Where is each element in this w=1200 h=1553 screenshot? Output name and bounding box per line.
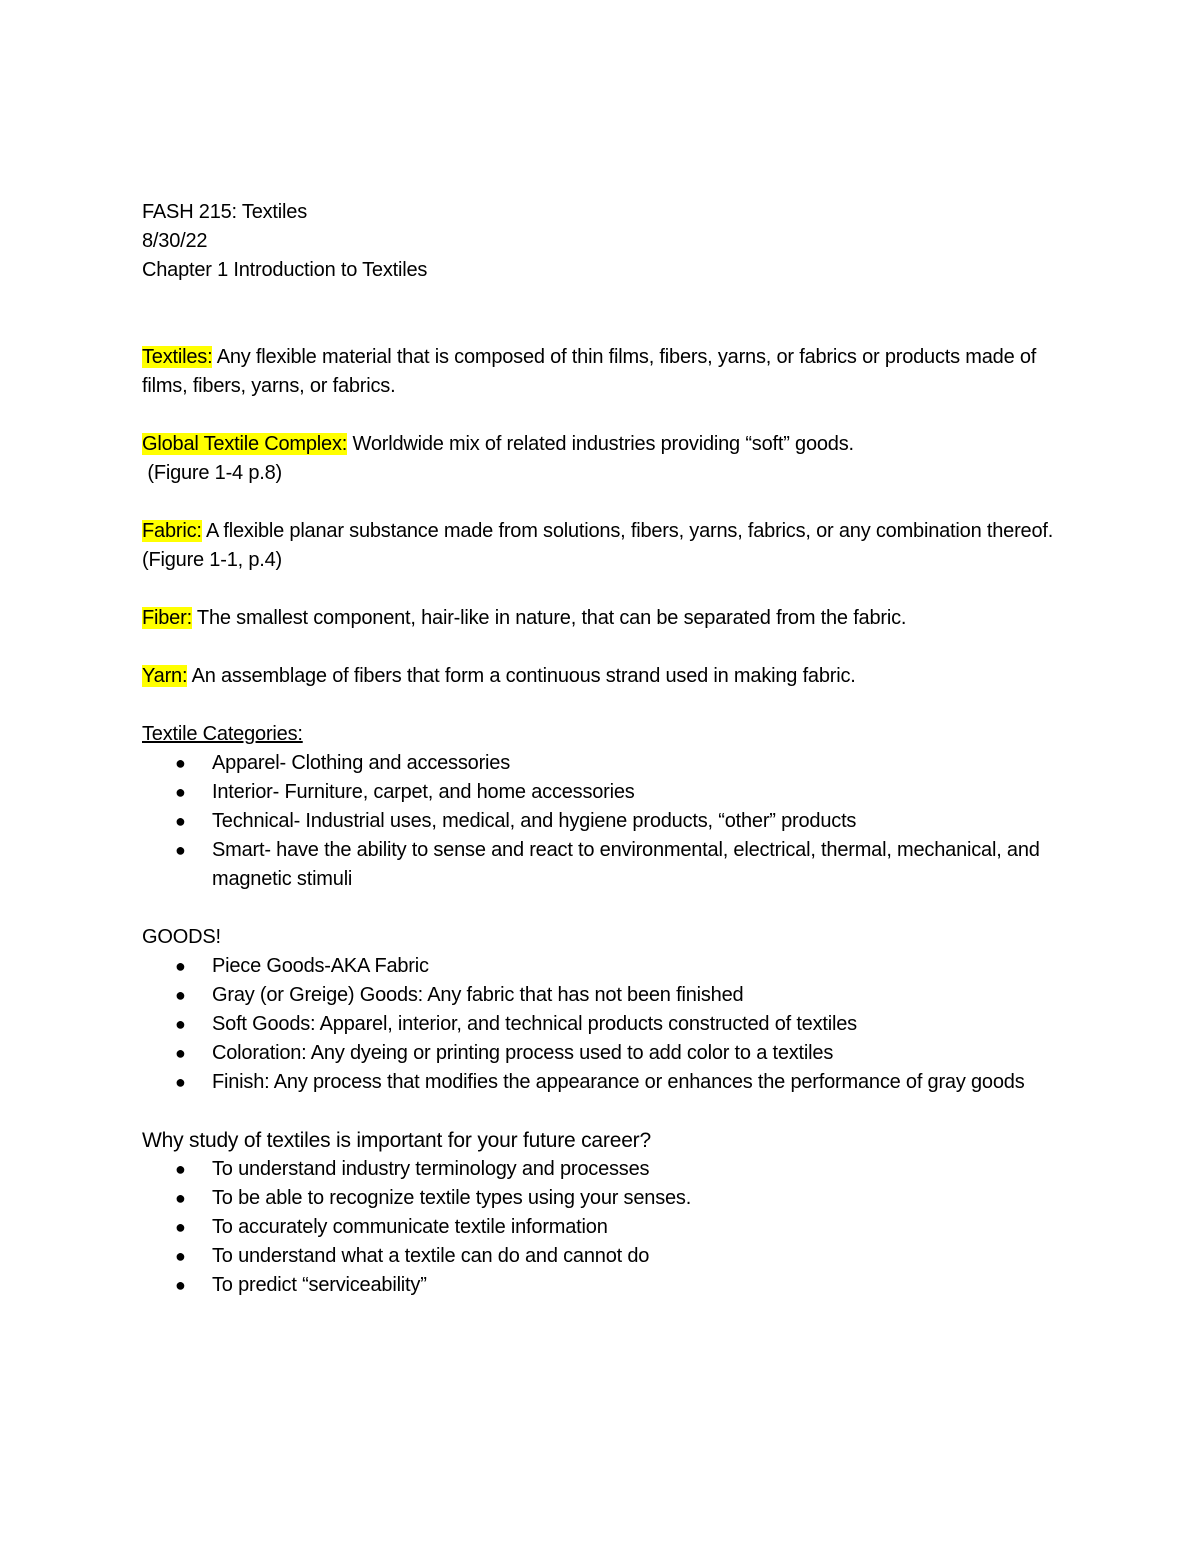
bullet-icon: ● [175,956,186,976]
course-title: FASH 215: Textiles [142,201,308,223]
document-page [142,198,1062,1300]
goods-list [142,952,1062,1097]
list-item: ● Interior- Furniture, carpet, and home accessories [142,778,1062,807]
term-yarn: Yarn: [142,665,188,687]
definition-fabric [142,517,1062,575]
why-study-heading: Why study of textiles is important for your future career? [142,1129,651,1152]
list-item: ● Apparel- Clothing and accessories [142,749,1062,778]
definition-text: An assemblage of fibers that form a continuous strand used in making fabric. [187,665,856,687]
bullet-icon: ● [175,1188,186,1208]
figure-reference: (Figure 1-4 p.8) [142,462,282,484]
list-item: ● To understand industry terminology and processes [142,1155,1062,1184]
why-study-list [142,1155,1062,1300]
list-item: ● Technical- Industrial uses, medical, and hygiene products, “other” products [142,807,1062,836]
bullet-icon: ● [175,1275,186,1295]
bullet-icon: ● [175,1217,186,1237]
bullet-icon: ● [175,811,186,831]
bullet-icon: ● [175,840,186,860]
definition-text: Any flexible material that is composed of thin films, fibers, yarns, or fabrics or products made of films, fibers, yarns, or fabrics. [142,346,1037,397]
goods-heading: GOODS! [142,926,221,948]
bullet-icon: ● [175,1043,186,1063]
list-item: ● To accurately communicate textile information [142,1213,1062,1242]
bullet-icon: ● [175,985,186,1005]
term-global-textile-complex: Global Textile Complex: [142,433,348,455]
definition-text: A flexible planar substance made from solutions, fibers, yarns, fabrics, or any combination thereof. (Figure 1-1, p.4) [142,520,1054,571]
list-item: ● Gray (or Greige) Goods: Any fabric that has not been finished [142,981,1062,1010]
list-item: ● Coloration: Any dyeing or printing process used to add color to a textiles [142,1039,1062,1068]
list-item: ● Smart- have the ability to sense and react to environmental, electrical, thermal, mechanical, and magnetic stimuli [142,836,1062,894]
bullet-icon: ● [175,1246,186,1266]
bullet-icon: ● [175,1159,186,1179]
bullet-icon: ● [175,1072,186,1092]
textile-categories-heading: Textile Categories: [142,723,303,745]
definition-text: Worldwide mix of related industries providing “soft” goods. [347,433,854,455]
textile-categories-list [142,749,1062,894]
term-textiles: Textiles: [142,346,213,368]
definition-textiles [142,343,1062,401]
list-item: ● To predict “serviceability” [142,1271,1062,1300]
list-item: ● To understand what a textile can do and cannot do [142,1242,1062,1271]
chapter-title: Chapter 1 Introduction to Textiles [142,259,428,281]
definition-text: The smallest component, hair-like in nature, that can be separated from the fabric. [191,607,907,629]
bullet-icon: ● [175,1014,186,1034]
list-item: ● Piece Goods-AKA Fabric [142,952,1062,981]
definition-yarn [142,662,1062,691]
term-fiber: Fiber: [142,607,192,629]
bullet-icon: ● [175,782,186,802]
bullet-icon: ● [175,753,186,773]
date-line: 8/30/22 [142,230,208,252]
term-fabric: Fabric: [142,520,202,542]
list-item: ● To be able to recognize textile types using your senses. [142,1184,1062,1213]
definition-fiber [142,604,1062,633]
list-item: ● Finish: Any process that modifies the appearance or enhances the performance of gray goods [142,1068,1062,1097]
definition-global-textile-complex [142,430,1062,459]
list-item: ● Soft Goods: Apparel, interior, and technical products constructed of textiles [142,1010,1062,1039]
